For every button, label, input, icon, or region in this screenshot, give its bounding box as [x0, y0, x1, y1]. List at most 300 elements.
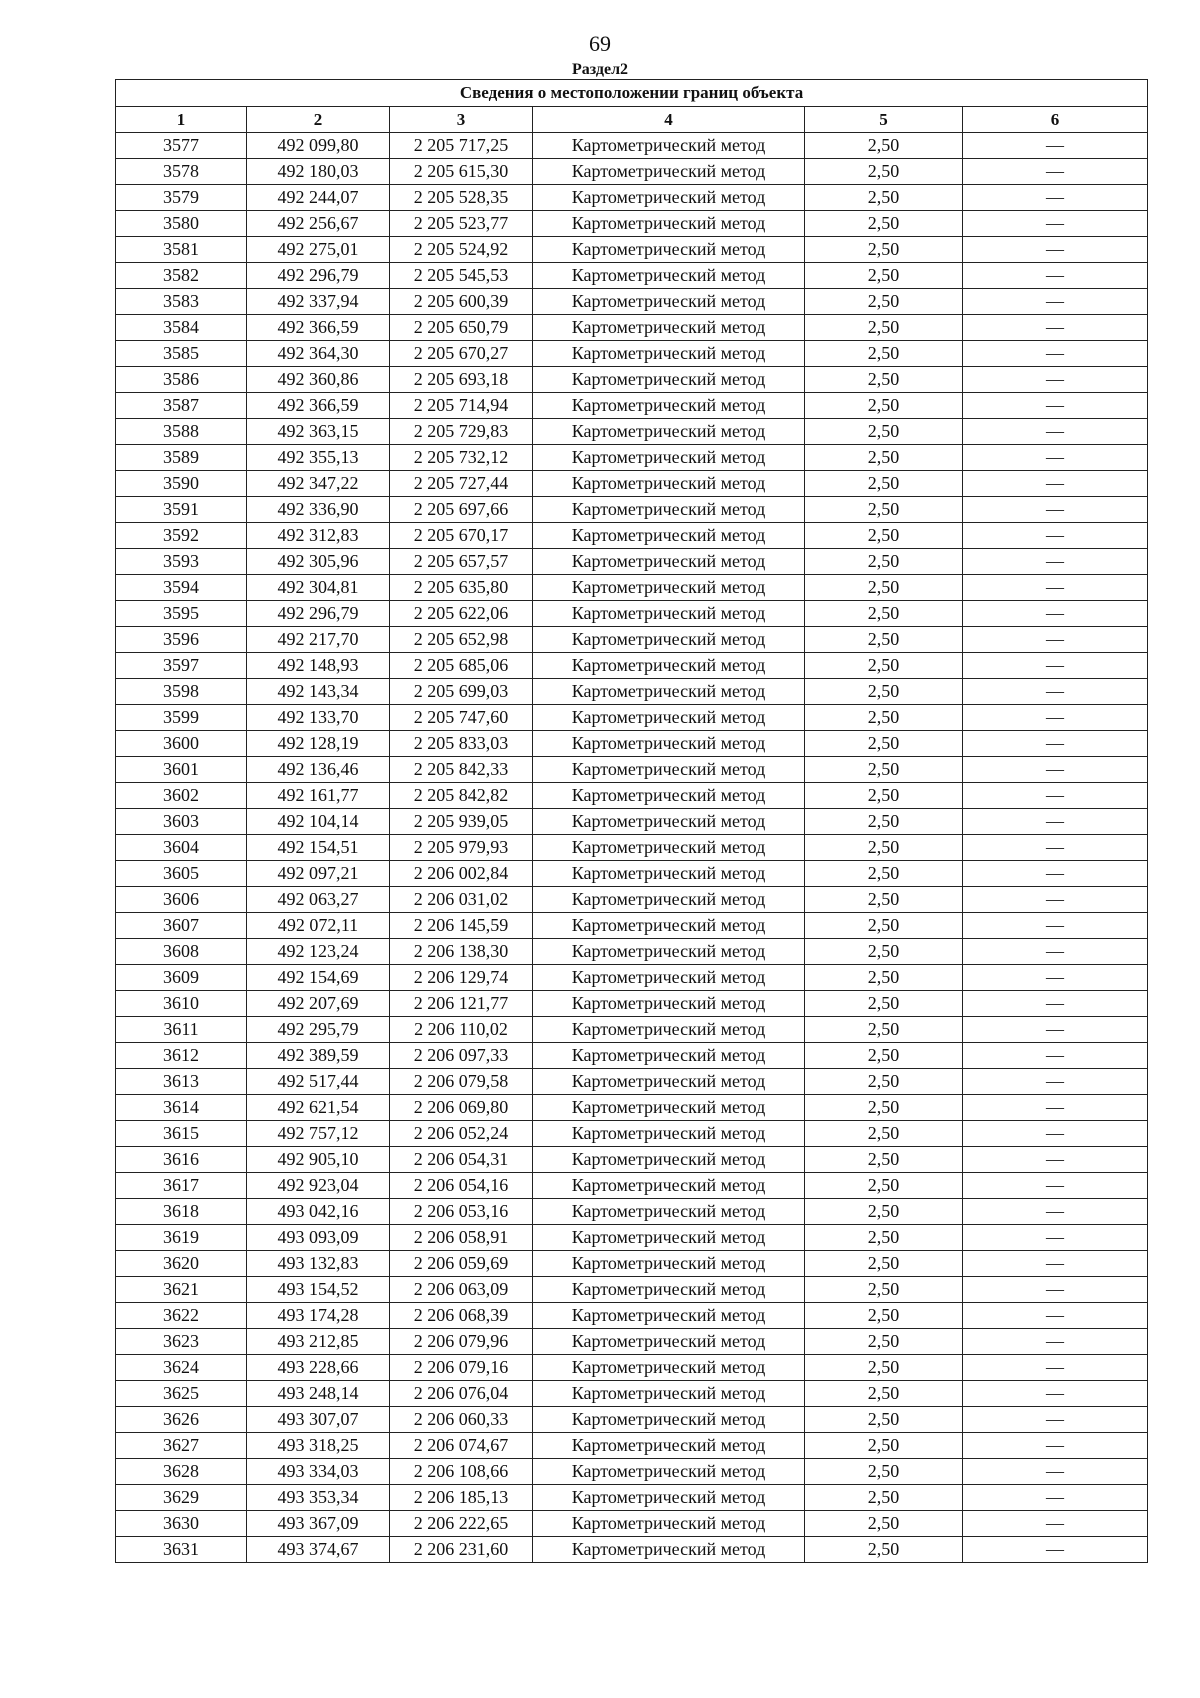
point-number-cell: 3595: [116, 601, 247, 627]
method-cell: Картометрический метод: [533, 393, 805, 419]
accuracy-cell: 2,50: [805, 1329, 963, 1355]
table-row: [116, 1069, 1148, 1095]
point-number-cell: 3630: [116, 1511, 247, 1537]
point-number-cell: 3610: [116, 991, 247, 1017]
accuracy-cell: 2,50: [805, 1407, 963, 1433]
y-coordinate-cell: 2 206 068,39: [390, 1303, 533, 1329]
method-cell: Картометрический метод: [533, 1095, 805, 1121]
method-cell: Картометрический метод: [533, 575, 805, 601]
x-coordinate-cell: 492 161,77: [247, 783, 390, 809]
y-coordinate-cell: 2 206 108,66: [390, 1459, 533, 1485]
description-cell: —: [963, 1277, 1148, 1303]
x-coordinate-cell: 492 072,11: [247, 913, 390, 939]
x-coordinate-cell: 493 353,34: [247, 1485, 390, 1511]
accuracy-cell: 2,50: [805, 1095, 963, 1121]
table-row: [116, 1095, 1148, 1121]
y-coordinate-cell: 2 205 714,94: [390, 393, 533, 419]
table-row: [116, 263, 1148, 289]
x-coordinate-cell: 492 312,83: [247, 523, 390, 549]
x-coordinate-cell: 492 180,03: [247, 159, 390, 185]
table-row: [116, 991, 1148, 1017]
table-row: [116, 341, 1148, 367]
y-coordinate-cell: 2 206 059,69: [390, 1251, 533, 1277]
description-cell: —: [963, 809, 1148, 835]
y-coordinate-cell: 2 205 727,44: [390, 471, 533, 497]
point-number-cell: 3627: [116, 1433, 247, 1459]
method-cell: Картометрический метод: [533, 445, 805, 471]
table-row: [116, 757, 1148, 783]
table-row: [116, 471, 1148, 497]
accuracy-cell: 2,50: [805, 419, 963, 445]
method-cell: Картометрический метод: [533, 627, 805, 653]
accuracy-cell: 2,50: [805, 1433, 963, 1459]
accuracy-cell: 2,50: [805, 159, 963, 185]
method-cell: Картометрический метод: [533, 1303, 805, 1329]
point-number-cell: 3585: [116, 341, 247, 367]
y-coordinate-cell: 2 205 842,82: [390, 783, 533, 809]
accuracy-cell: 2,50: [805, 1355, 963, 1381]
accuracy-cell: 2,50: [805, 861, 963, 887]
method-cell: Картометрический метод: [533, 679, 805, 705]
method-cell: Картометрический метод: [533, 1121, 805, 1147]
method-cell: Картометрический метод: [533, 991, 805, 1017]
point-number-cell: 3593: [116, 549, 247, 575]
x-coordinate-cell: 492 063,27: [247, 887, 390, 913]
point-number-cell: 3588: [116, 419, 247, 445]
accuracy-cell: 2,50: [805, 1251, 963, 1277]
x-coordinate-cell: 492 337,94: [247, 289, 390, 315]
point-number-cell: 3591: [116, 497, 247, 523]
column-number-row: [116, 107, 1148, 133]
y-coordinate-cell: 2 205 545,53: [390, 263, 533, 289]
description-cell: —: [963, 315, 1148, 341]
accuracy-cell: 2,50: [805, 835, 963, 861]
y-coordinate-cell: 2 205 939,05: [390, 809, 533, 835]
method-cell: Картометрический метод: [533, 1355, 805, 1381]
point-number-cell: 3598: [116, 679, 247, 705]
description-cell: —: [963, 1355, 1148, 1381]
x-coordinate-cell: 492 304,81: [247, 575, 390, 601]
y-coordinate-cell: 2 205 650,79: [390, 315, 533, 341]
point-number-cell: 3631: [116, 1537, 247, 1563]
x-coordinate-cell: 492 366,59: [247, 393, 390, 419]
point-number-cell: 3600: [116, 731, 247, 757]
x-coordinate-cell: 492 355,13: [247, 445, 390, 471]
point-number-cell: 3580: [116, 211, 247, 237]
table-row: [116, 1537, 1148, 1563]
accuracy-cell: 2,50: [805, 1277, 963, 1303]
table-row: [116, 913, 1148, 939]
point-number-cell: 3615: [116, 1121, 247, 1147]
method-cell: Картометрический метод: [533, 1069, 805, 1095]
y-coordinate-cell: 2 205 693,18: [390, 367, 533, 393]
method-cell: Картометрический метод: [533, 1459, 805, 1485]
method-cell: Картометрический метод: [533, 497, 805, 523]
table-row: [116, 965, 1148, 991]
accuracy-cell: 2,50: [805, 1485, 963, 1511]
y-coordinate-cell: 2 205 842,33: [390, 757, 533, 783]
x-coordinate-cell: 493 334,03: [247, 1459, 390, 1485]
method-cell: Картометрический метод: [533, 809, 805, 835]
method-cell: Картометрический метод: [533, 185, 805, 211]
point-number-cell: 3624: [116, 1355, 247, 1381]
point-number-cell: 3607: [116, 913, 247, 939]
x-coordinate-cell: 492 256,67: [247, 211, 390, 237]
point-number-cell: 3597: [116, 653, 247, 679]
table-row: [116, 1407, 1148, 1433]
column-number-1: 1: [116, 107, 247, 133]
accuracy-cell: 2,50: [805, 627, 963, 653]
description-cell: —: [963, 1095, 1148, 1121]
point-number-cell: 3596: [116, 627, 247, 653]
point-number-cell: 3620: [116, 1251, 247, 1277]
description-cell: —: [963, 445, 1148, 471]
description-cell: —: [963, 1251, 1148, 1277]
accuracy-cell: 2,50: [805, 1381, 963, 1407]
point-number-cell: 3629: [116, 1485, 247, 1511]
y-coordinate-cell: 2 206 079,16: [390, 1355, 533, 1381]
description-cell: —: [963, 627, 1148, 653]
method-cell: Картометрический метод: [533, 1147, 805, 1173]
column-number-5: 5: [805, 107, 963, 133]
y-coordinate-cell: 2 206 231,60: [390, 1537, 533, 1563]
y-coordinate-cell: 2 206 074,67: [390, 1433, 533, 1459]
method-cell: Картометрический метод: [533, 1017, 805, 1043]
accuracy-cell: 2,50: [805, 289, 963, 315]
point-number-cell: 3581: [116, 237, 247, 263]
table-row: [116, 653, 1148, 679]
table-row: [116, 185, 1148, 211]
method-cell: Картометрический метод: [533, 1043, 805, 1069]
table-row: [116, 237, 1148, 263]
x-coordinate-cell: 492 347,22: [247, 471, 390, 497]
table-row: [116, 133, 1148, 159]
x-coordinate-cell: 492 097,21: [247, 861, 390, 887]
accuracy-cell: 2,50: [805, 887, 963, 913]
boundary-coordinates-table: [115, 79, 1148, 1563]
x-coordinate-cell: 492 366,59: [247, 315, 390, 341]
accuracy-cell: 2,50: [805, 1199, 963, 1225]
method-cell: Картометрический метод: [533, 263, 805, 289]
method-cell: Картометрический метод: [533, 1277, 805, 1303]
y-coordinate-cell: 2 206 129,74: [390, 965, 533, 991]
accuracy-cell: 2,50: [805, 1225, 963, 1251]
table-row: [116, 1511, 1148, 1537]
method-cell: Картометрический метод: [533, 211, 805, 237]
description-cell: —: [963, 601, 1148, 627]
y-coordinate-cell: 2 205 657,57: [390, 549, 533, 575]
method-cell: Картометрический метод: [533, 237, 805, 263]
method-cell: Картометрический метод: [533, 913, 805, 939]
x-coordinate-cell: 493 307,07: [247, 1407, 390, 1433]
description-cell: —: [963, 393, 1148, 419]
y-coordinate-cell: 2 206 054,16: [390, 1173, 533, 1199]
y-coordinate-cell: 2 205 747,60: [390, 705, 533, 731]
method-cell: Картометрический метод: [533, 939, 805, 965]
point-number-cell: 3601: [116, 757, 247, 783]
description-cell: —: [963, 679, 1148, 705]
accuracy-cell: 2,50: [805, 393, 963, 419]
x-coordinate-cell: 492 757,12: [247, 1121, 390, 1147]
description-cell: —: [963, 1433, 1148, 1459]
x-coordinate-cell: 492 148,93: [247, 653, 390, 679]
accuracy-cell: 2,50: [805, 1069, 963, 1095]
method-cell: Картометрический метод: [533, 341, 805, 367]
x-coordinate-cell: 492 275,01: [247, 237, 390, 263]
description-cell: —: [963, 1511, 1148, 1537]
table-row: [116, 835, 1148, 861]
method-cell: Картометрический метод: [533, 1433, 805, 1459]
y-coordinate-cell: 2 205 732,12: [390, 445, 533, 471]
y-coordinate-cell: 2 206 076,04: [390, 1381, 533, 1407]
method-cell: Картометрический метод: [533, 1225, 805, 1251]
point-number-cell: 3583: [116, 289, 247, 315]
y-coordinate-cell: 2 205 717,25: [390, 133, 533, 159]
method-cell: Картометрический метод: [533, 757, 805, 783]
y-coordinate-cell: 2 205 528,35: [390, 185, 533, 211]
point-number-cell: 3606: [116, 887, 247, 913]
table-row: [116, 887, 1148, 913]
table-row: [116, 705, 1148, 731]
column-number-3: 3: [390, 107, 533, 133]
description-cell: —: [963, 1069, 1148, 1095]
x-coordinate-cell: 492 128,19: [247, 731, 390, 757]
y-coordinate-cell: 2 205 523,77: [390, 211, 533, 237]
x-coordinate-cell: 492 621,54: [247, 1095, 390, 1121]
accuracy-cell: 2,50: [805, 497, 963, 523]
accuracy-cell: 2,50: [805, 315, 963, 341]
y-coordinate-cell: 2 206 079,58: [390, 1069, 533, 1095]
point-number-cell: 3602: [116, 783, 247, 809]
method-cell: Картометрический метод: [533, 549, 805, 575]
description-cell: —: [963, 757, 1148, 783]
description-cell: —: [963, 1225, 1148, 1251]
accuracy-cell: 2,50: [805, 185, 963, 211]
description-cell: —: [963, 133, 1148, 159]
x-coordinate-cell: 493 374,67: [247, 1537, 390, 1563]
x-coordinate-cell: 492 389,59: [247, 1043, 390, 1069]
description-cell: —: [963, 497, 1148, 523]
table-row: [116, 393, 1148, 419]
description-cell: —: [963, 289, 1148, 315]
y-coordinate-cell: 2 205 979,93: [390, 835, 533, 861]
point-number-cell: 3609: [116, 965, 247, 991]
point-number-cell: 3589: [116, 445, 247, 471]
point-number-cell: 3611: [116, 1017, 247, 1043]
method-cell: Картометрический метод: [533, 1329, 805, 1355]
y-coordinate-cell: 2 206 031,02: [390, 887, 533, 913]
method-cell: Картометрический метод: [533, 367, 805, 393]
accuracy-cell: 2,50: [805, 913, 963, 939]
method-cell: Картометрический метод: [533, 861, 805, 887]
table-row: [116, 1251, 1148, 1277]
table-row: [116, 1147, 1148, 1173]
y-coordinate-cell: 2 205 524,92: [390, 237, 533, 263]
table-row: [116, 783, 1148, 809]
x-coordinate-cell: 492 363,15: [247, 419, 390, 445]
table-row: [116, 1485, 1148, 1511]
point-number-cell: 3616: [116, 1147, 247, 1173]
table-row: [116, 1329, 1148, 1355]
point-number-cell: 3584: [116, 315, 247, 341]
accuracy-cell: 2,50: [805, 549, 963, 575]
x-coordinate-cell: 492 296,79: [247, 263, 390, 289]
description-cell: —: [963, 1121, 1148, 1147]
y-coordinate-cell: 2 206 079,96: [390, 1329, 533, 1355]
accuracy-cell: 2,50: [805, 991, 963, 1017]
y-coordinate-cell: 2 206 110,02: [390, 1017, 533, 1043]
point-number-cell: 3623: [116, 1329, 247, 1355]
x-coordinate-cell: 492 143,34: [247, 679, 390, 705]
table-row: [116, 445, 1148, 471]
accuracy-cell: 2,50: [805, 783, 963, 809]
y-coordinate-cell: 2 205 670,27: [390, 341, 533, 367]
x-coordinate-cell: 493 318,25: [247, 1433, 390, 1459]
description-cell: —: [963, 237, 1148, 263]
table-row: [116, 1277, 1148, 1303]
point-number-cell: 3592: [116, 523, 247, 549]
accuracy-cell: 2,50: [805, 445, 963, 471]
description-cell: —: [963, 1199, 1148, 1225]
point-number-cell: 3618: [116, 1199, 247, 1225]
description-cell: —: [963, 1017, 1148, 1043]
accuracy-cell: 2,50: [805, 471, 963, 497]
table-row: [116, 1043, 1148, 1069]
accuracy-cell: 2,50: [805, 601, 963, 627]
accuracy-cell: 2,50: [805, 211, 963, 237]
point-number-cell: 3594: [116, 575, 247, 601]
y-coordinate-cell: 2 206 222,65: [390, 1511, 533, 1537]
accuracy-cell: 2,50: [805, 965, 963, 991]
x-coordinate-cell: 493 154,52: [247, 1277, 390, 1303]
description-cell: —: [963, 887, 1148, 913]
y-coordinate-cell: 2 205 652,98: [390, 627, 533, 653]
accuracy-cell: 2,50: [805, 1303, 963, 1329]
point-number-cell: 3599: [116, 705, 247, 731]
description-cell: —: [963, 1329, 1148, 1355]
x-coordinate-cell: 493 174,28: [247, 1303, 390, 1329]
method-cell: Картометрический метод: [533, 315, 805, 341]
description-cell: —: [963, 1173, 1148, 1199]
column-number-6: 6: [963, 107, 1148, 133]
x-coordinate-cell: 492 336,90: [247, 497, 390, 523]
description-cell: —: [963, 549, 1148, 575]
point-number-cell: 3612: [116, 1043, 247, 1069]
x-coordinate-cell: 493 212,85: [247, 1329, 390, 1355]
point-number-cell: 3578: [116, 159, 247, 185]
y-coordinate-cell: 2 205 635,80: [390, 575, 533, 601]
point-number-cell: 3587: [116, 393, 247, 419]
table-body: [116, 133, 1148, 1563]
table-row: [116, 419, 1148, 445]
method-cell: Картометрический метод: [533, 783, 805, 809]
y-coordinate-cell: 2 205 729,83: [390, 419, 533, 445]
y-coordinate-cell: 2 206 052,24: [390, 1121, 533, 1147]
accuracy-cell: 2,50: [805, 237, 963, 263]
description-cell: —: [963, 575, 1148, 601]
description-cell: —: [963, 1147, 1148, 1173]
y-coordinate-cell: 2 206 145,59: [390, 913, 533, 939]
description-cell: —: [963, 991, 1148, 1017]
description-cell: —: [963, 835, 1148, 861]
x-coordinate-cell: 493 093,09: [247, 1225, 390, 1251]
table-row: [116, 159, 1148, 185]
table-row: [116, 1199, 1148, 1225]
accuracy-cell: 2,50: [805, 1147, 963, 1173]
description-cell: —: [963, 1381, 1148, 1407]
description-cell: —: [963, 1459, 1148, 1485]
x-coordinate-cell: 492 207,69: [247, 991, 390, 1017]
y-coordinate-cell: 2 206 002,84: [390, 861, 533, 887]
method-cell: Картометрический метод: [533, 1537, 805, 1563]
table-caption-row: [116, 80, 1148, 107]
description-cell: —: [963, 783, 1148, 809]
x-coordinate-cell: 492 217,70: [247, 627, 390, 653]
accuracy-cell: 2,50: [805, 1537, 963, 1563]
table-row: [116, 1173, 1148, 1199]
method-cell: Картометрический метод: [533, 1199, 805, 1225]
table-row: [116, 1303, 1148, 1329]
y-coordinate-cell: 2 206 063,09: [390, 1277, 533, 1303]
y-coordinate-cell: 2 205 615,30: [390, 159, 533, 185]
y-coordinate-cell: 2 206 053,16: [390, 1199, 533, 1225]
table-row: [116, 1459, 1148, 1485]
accuracy-cell: 2,50: [805, 679, 963, 705]
description-cell: —: [963, 159, 1148, 185]
description-cell: —: [963, 861, 1148, 887]
x-coordinate-cell: 493 228,66: [247, 1355, 390, 1381]
y-coordinate-cell: 2 205 699,03: [390, 679, 533, 705]
accuracy-cell: 2,50: [805, 1459, 963, 1485]
method-cell: Картометрический метод: [533, 1251, 805, 1277]
table-row: [116, 1225, 1148, 1251]
x-coordinate-cell: 492 305,96: [247, 549, 390, 575]
y-coordinate-cell: 2 206 054,31: [390, 1147, 533, 1173]
point-number-cell: 3608: [116, 939, 247, 965]
description-cell: —: [963, 1407, 1148, 1433]
description-cell: —: [963, 939, 1148, 965]
method-cell: Картометрический метод: [533, 705, 805, 731]
description-cell: —: [963, 1537, 1148, 1563]
y-coordinate-cell: 2 206 069,80: [390, 1095, 533, 1121]
method-cell: Картометрический метод: [533, 1173, 805, 1199]
accuracy-cell: 2,50: [805, 263, 963, 289]
description-cell: —: [963, 419, 1148, 445]
table-row: [116, 731, 1148, 757]
y-coordinate-cell: 2 205 622,06: [390, 601, 533, 627]
table-row: [116, 315, 1148, 341]
accuracy-cell: 2,50: [805, 575, 963, 601]
method-cell: Картометрический метод: [533, 419, 805, 445]
section-title: Раздел2: [571, 61, 629, 78]
x-coordinate-cell: 492 136,46: [247, 757, 390, 783]
description-cell: —: [963, 341, 1148, 367]
description-cell: —: [963, 263, 1148, 289]
table-row: [116, 497, 1148, 523]
method-cell: Картометрический метод: [533, 1381, 805, 1407]
description-cell: —: [963, 731, 1148, 757]
accuracy-cell: 2,50: [805, 809, 963, 835]
table-row: [116, 1355, 1148, 1381]
y-coordinate-cell: 2 205 833,03: [390, 731, 533, 757]
x-coordinate-cell: 492 364,30: [247, 341, 390, 367]
method-cell: Картометрический метод: [533, 289, 805, 315]
description-cell: —: [963, 367, 1148, 393]
point-number-cell: 3613: [116, 1069, 247, 1095]
point-number-cell: 3621: [116, 1277, 247, 1303]
table-row: [116, 601, 1148, 627]
description-cell: —: [963, 523, 1148, 549]
